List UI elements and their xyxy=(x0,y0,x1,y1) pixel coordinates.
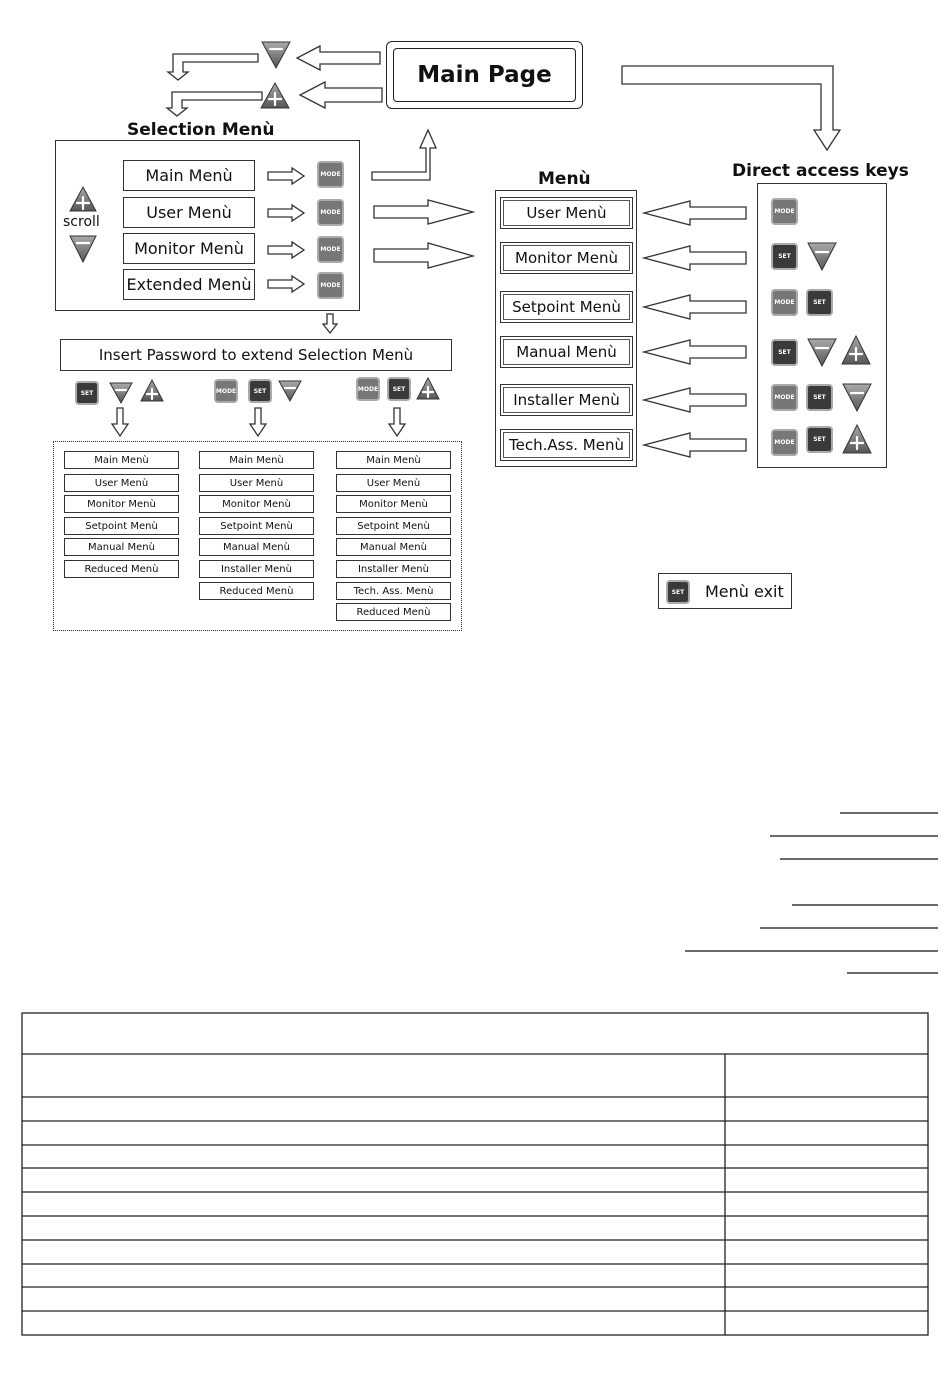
small-right-arrow xyxy=(268,276,304,292)
bend-down-arrow xyxy=(168,54,258,80)
small-right-arrow xyxy=(268,242,304,258)
menu-exit-label: Menù exit xyxy=(705,582,784,601)
mode-key[interactable]: MODE xyxy=(356,377,380,401)
list2-item: User Menù xyxy=(199,474,314,492)
list2-item: Manual Menù xyxy=(199,538,314,556)
plus-button-icon xyxy=(70,83,871,453)
list3-item: Main Menù xyxy=(336,451,451,469)
menu-item-monitor[interactable]: Monitor Menù xyxy=(500,242,633,274)
set-key[interactable]: SET xyxy=(666,580,690,604)
direct-access-title: Direct access keys xyxy=(732,161,909,181)
left-arrow xyxy=(300,82,382,108)
mode-key[interactable]: MODE xyxy=(317,199,344,226)
left-arrow xyxy=(644,246,746,270)
button-glyphs xyxy=(77,49,863,449)
list1-item: Monitor Menù xyxy=(64,495,179,513)
list1-item: Reduced Menù xyxy=(64,560,179,578)
small-right-arrow xyxy=(268,205,304,221)
left-arrow xyxy=(644,201,746,225)
list3-item: Installer Menù xyxy=(336,560,451,578)
list3-item: Reduced Menù xyxy=(336,603,451,621)
main-page-label: Main Page xyxy=(417,62,552,88)
list3-item: Setpoint Menù xyxy=(336,517,451,535)
menu-item-manual[interactable]: Manual Menù xyxy=(500,336,633,368)
set-key[interactable]: SET xyxy=(248,379,272,403)
blank-lines xyxy=(685,813,938,973)
list2-item: Installer Menù xyxy=(199,560,314,578)
menu-item-techass[interactable]: Tech.Ass. Menù xyxy=(500,429,633,461)
down-arrow xyxy=(250,408,266,436)
list2-item: Setpoint Menù xyxy=(199,517,314,535)
scroll-label: scroll xyxy=(63,214,100,230)
bend-down-arrow xyxy=(167,92,262,116)
mode-key[interactable]: MODE xyxy=(771,198,798,225)
empty-table xyxy=(22,1013,928,1335)
list1-item: Main Menù xyxy=(64,451,179,469)
selection-menu-title: Selection Menù xyxy=(127,120,275,140)
list1-item: Setpoint Menù xyxy=(64,517,179,535)
set-key[interactable]: SET xyxy=(806,289,833,316)
left-arrow xyxy=(644,388,746,412)
password-box: Insert Password to extend Selection Menù xyxy=(60,339,452,371)
mode-key[interactable]: MODE xyxy=(317,236,344,263)
mode-key[interactable]: MODE xyxy=(317,272,344,299)
left-arrow xyxy=(644,433,746,457)
set-key[interactable]: SET xyxy=(75,381,99,405)
menu-item-setpoint[interactable]: Setpoint Menù xyxy=(500,291,633,323)
left-arrow xyxy=(297,46,380,70)
menu-item-installer[interactable]: Installer Menù xyxy=(500,384,633,416)
selection-item-monitor[interactable]: Monitor Menù xyxy=(123,233,255,264)
list2-item: Monitor Menù xyxy=(199,495,314,513)
down-arrow xyxy=(389,408,405,436)
selection-item-user[interactable]: User Menù xyxy=(123,197,255,228)
list2-item: Main Menù xyxy=(199,451,314,469)
list3-item: User Menù xyxy=(336,474,451,492)
list3-item: Tech. Ass. Menù xyxy=(336,582,451,600)
menu-item-user[interactable]: User Menù xyxy=(500,197,633,229)
set-key[interactable]: SET xyxy=(387,377,411,401)
mode-key[interactable]: MODE xyxy=(771,429,798,456)
small-right-arrow xyxy=(268,168,304,184)
down-arrow xyxy=(323,314,337,333)
mode-key[interactable]: MODE xyxy=(214,379,238,403)
list3-item: Manual Menù xyxy=(336,538,451,556)
bend-up-arrow xyxy=(372,130,436,180)
bend-down-arrow xyxy=(622,66,840,150)
list1-item: User Menù xyxy=(64,474,179,492)
set-key[interactable]: SET xyxy=(806,384,833,411)
down-arrow xyxy=(112,408,128,436)
list3-item: Monitor Menù xyxy=(336,495,451,513)
list2-item: Reduced Menù xyxy=(199,582,314,600)
set-key[interactable]: SET xyxy=(806,426,833,453)
right-arrow xyxy=(374,200,473,224)
mode-key[interactable]: MODE xyxy=(771,289,798,316)
list1-item: Manual Menù xyxy=(64,538,179,556)
selection-item-main[interactable]: Main Menù xyxy=(123,160,255,191)
mode-key[interactable]: MODE xyxy=(771,384,798,411)
menu-title: Menù xyxy=(538,169,591,189)
mode-key[interactable]: MODE xyxy=(317,161,344,188)
left-arrow xyxy=(644,340,746,364)
right-arrow xyxy=(374,243,473,268)
set-key[interactable]: SET xyxy=(771,339,798,366)
set-key[interactable]: SET xyxy=(771,243,798,270)
selection-item-extended[interactable]: Extended Menù xyxy=(123,269,255,300)
left-arrow xyxy=(644,295,746,319)
